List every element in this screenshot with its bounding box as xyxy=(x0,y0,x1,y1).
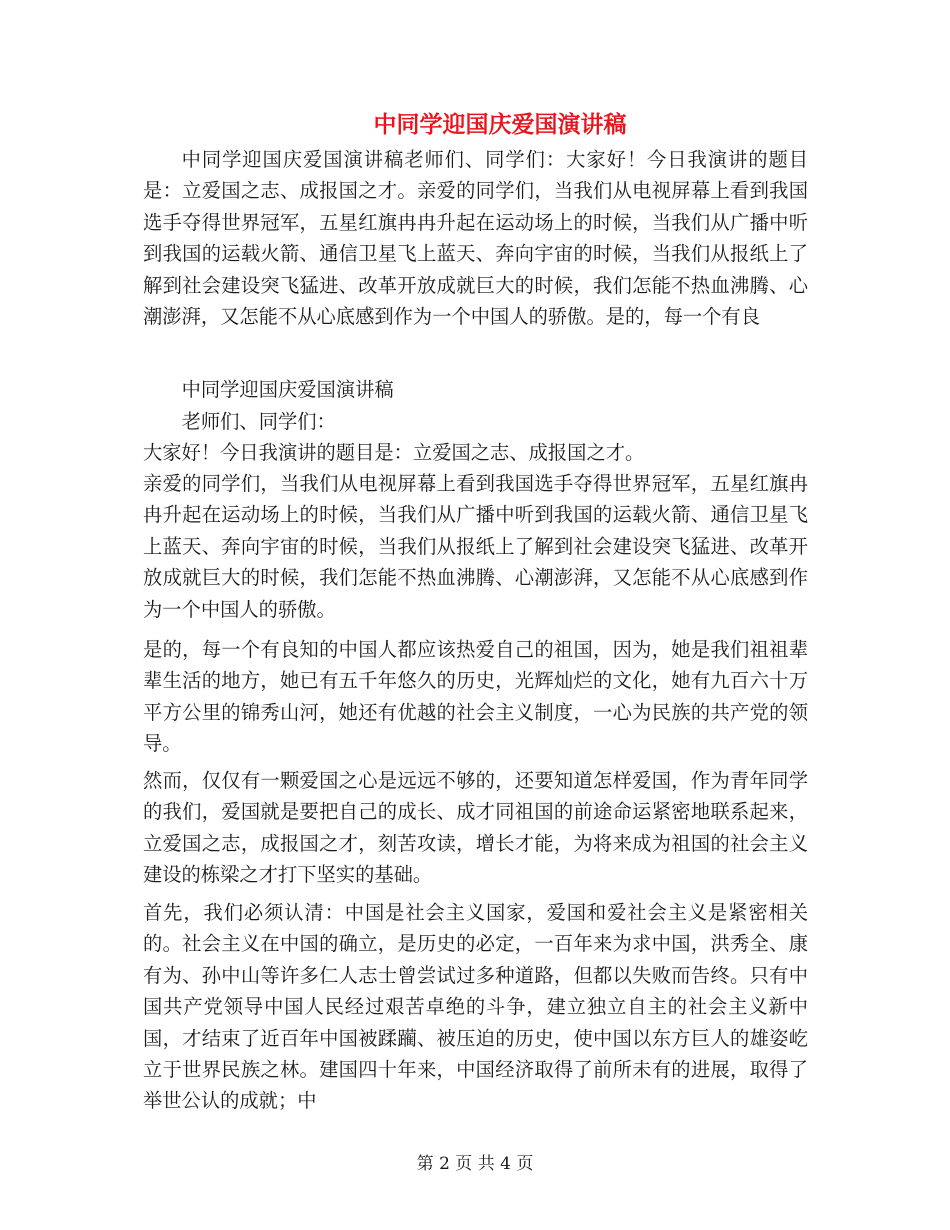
paragraph-salutation: 老师们、同学们： xyxy=(181,410,336,433)
paragraph-love-motherland: 是的，每一个有良知的中国人都应该热爱自己的祖国，因为，她是我们祖祖辈辈生活的地方，她已有五千年悠久的历史，光辉灿烂的文化，她有九百六十万平方公里的锦秀山河，她还有优越的社会主义制度，一心为民族的共产党的领导。 xyxy=(143,638,808,756)
paragraph-socialism: 首先，我们必须认清：中国是社会主义国家，爱国和爱社会主义是紧密相关的。社会主义在中国的确立，是历史的必定，一百年来为求中国，洪秀全、康有为、孙中山等许多仁人志士曾尝试过多种道路，但都以失败而告终。只有中国共产党领导中国人民经过艰苦卓绝的斗争，建立独立自主的社会主义新中国，才结束了近百年中国被蹂躏、被压迫的历史，使中国以东方巨人的雄姿屹立于世界民族之林。建国四十年来，中国经济取得了前所未有的进展，取得了举世公认的成就；中 xyxy=(143,901,808,1113)
paragraph-greeting: 大家好！今日我演讲的题目是：立爱国之志、成报国之才。 xyxy=(143,441,645,464)
document-title xyxy=(0,108,950,142)
paragraph-heading: 中同学迎国庆爱国演讲稿 xyxy=(181,378,394,401)
paragraph-pride: 亲爱的同学们，当我们从电视屏幕上看到我国选手夺得世界冠军，五星红旗冉冉升起在运动场上的时候，当我们从广播中听到我国的运载火箭、通信卫星飞上蓝天、奔向宇宙的时候，当我们从报纸上了解到社会建设突飞猛进、改革开放成就巨大的时候，我们怎能不热血沸腾、心潮澎湃，又怎能不从心底感到作为一个中国人的骄傲。 xyxy=(143,472,808,621)
document-title-text: 中同学迎国庆爱国演讲稿 xyxy=(373,111,627,138)
paragraph-intro: 中同学迎国庆爱国演讲稿老师们、同学们：大家好！今日我演讲的题目是：立爱国之志、成报国之才。亲爱的同学们，当我们从电视屏幕上看到我国选手夺得世界冠军，五星红旗冉冉升起在运动场上的时候，当我们从广播中听到我国的运载火箭、通信卫星飞上蓝天、奔向宇宙的时候，当我们从报纸上了解到社会建设突飞猛进、改革开放成就巨大的时候，我们怎能不热血沸腾、心潮澎湃，又怎能不从心底感到作为一个中国人的骄傲。是的，每一个有良 xyxy=(143,148,808,329)
paragraph-how-to-love: 然而，仅仅有一颗爱国之心是远远不够的，还要知道怎样爱国，作为青年同学的我们，爱国就是要把自己的成长、成才同祖国的前途命运紧密地联系起来，立爱国之志，成报国之才，刻苦攻读，增长才能，为将来成为祖国的社会主义建设的栋梁之才打下坚实的基础。 xyxy=(143,769,808,887)
page-footer: 第 2 页 共 4 页 xyxy=(416,1154,534,1174)
